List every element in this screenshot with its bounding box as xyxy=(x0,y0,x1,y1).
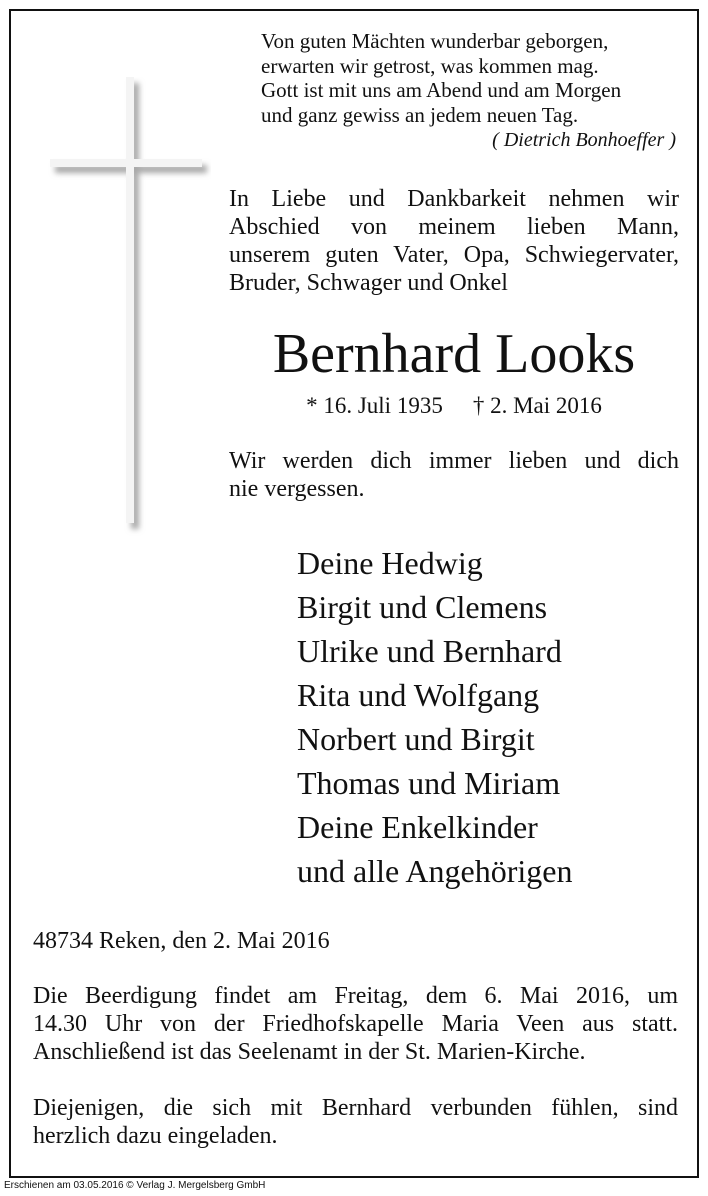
life-dates xyxy=(229,391,679,421)
publication-footer: Erschienen am 03.05.2016 © Verlag J. Mergelsberg GmbH xyxy=(4,1180,266,1191)
mourner-name: Deine Enkelkinder xyxy=(297,809,538,845)
death-date: † 2. Mai 2016 xyxy=(472,393,602,418)
deceased-name: Bernhard Looks xyxy=(272,323,636,385)
intro-text xyxy=(229,185,679,297)
intro-line: unserem guten Vater, Opa, Schwiegervater, xyxy=(229,242,679,268)
mourner-name: Thomas und Miriam xyxy=(297,765,561,801)
mourner-name: Norbert und Birgit xyxy=(297,721,535,757)
cross-icon xyxy=(41,77,211,537)
mourners-list xyxy=(297,541,572,893)
obituary-notice xyxy=(9,9,699,1178)
intro-line: Bruder, Schwager und Onkel xyxy=(229,270,508,296)
invitation-text xyxy=(33,1094,678,1150)
intro-line: Abschied von meinem lieben Mann, xyxy=(229,214,679,240)
bonhoeffer-quote xyxy=(261,29,676,153)
quote-author: ( Dietrich Bonhoeffer ) xyxy=(492,129,676,151)
mourner-name: Ulrike und Bernhard xyxy=(297,633,562,669)
quote-line: erwarten wir getrost, was kommen mag. xyxy=(261,53,599,78)
funeral-line: Die Beerdigung findet am Freitag, dem 6. Mai 2016, um xyxy=(33,983,678,1009)
mourner-name: Birgit und Clemens xyxy=(297,589,548,625)
place-date: 48734 Reken, den 2. Mai 2016 xyxy=(33,928,330,954)
quote-line: Gott ist mit uns am Abend und am Morgen xyxy=(261,78,622,102)
invitation-line: herzlich dazu eingeladen. xyxy=(33,1123,278,1149)
farewell-line: nie vergessen. xyxy=(229,476,365,502)
mourner-name: und alle Angehörigen xyxy=(297,853,573,889)
farewell-line: Wir werden dich immer lieben und dich xyxy=(229,448,679,474)
farewell-text xyxy=(229,447,679,503)
funeral-info xyxy=(33,982,678,1066)
birth-date: * 16. Juli 1935 xyxy=(306,393,443,418)
funeral-line: 14.30 Uhr von der Friedhofskapelle Maria Veen aus statt. xyxy=(33,1011,678,1037)
mourner-name: Rita und Wolfgang xyxy=(297,677,540,713)
funeral-line: Anschließend ist das Seelenamt in der St. Marien-Kirche. xyxy=(33,1039,586,1065)
intro-line: In Liebe und Dankbarkeit nehmen wir xyxy=(229,186,679,212)
mourner-name: Deine Hedwig xyxy=(297,545,483,581)
quote-line: Von guten Mächten wunderbar geborgen, xyxy=(261,29,609,53)
invitation-line: Diejenigen, die sich mit Bernhard verbunden fühlen, sind xyxy=(33,1095,678,1121)
quote-line: und ganz gewiss an jedem neuen Tag. xyxy=(261,102,579,127)
